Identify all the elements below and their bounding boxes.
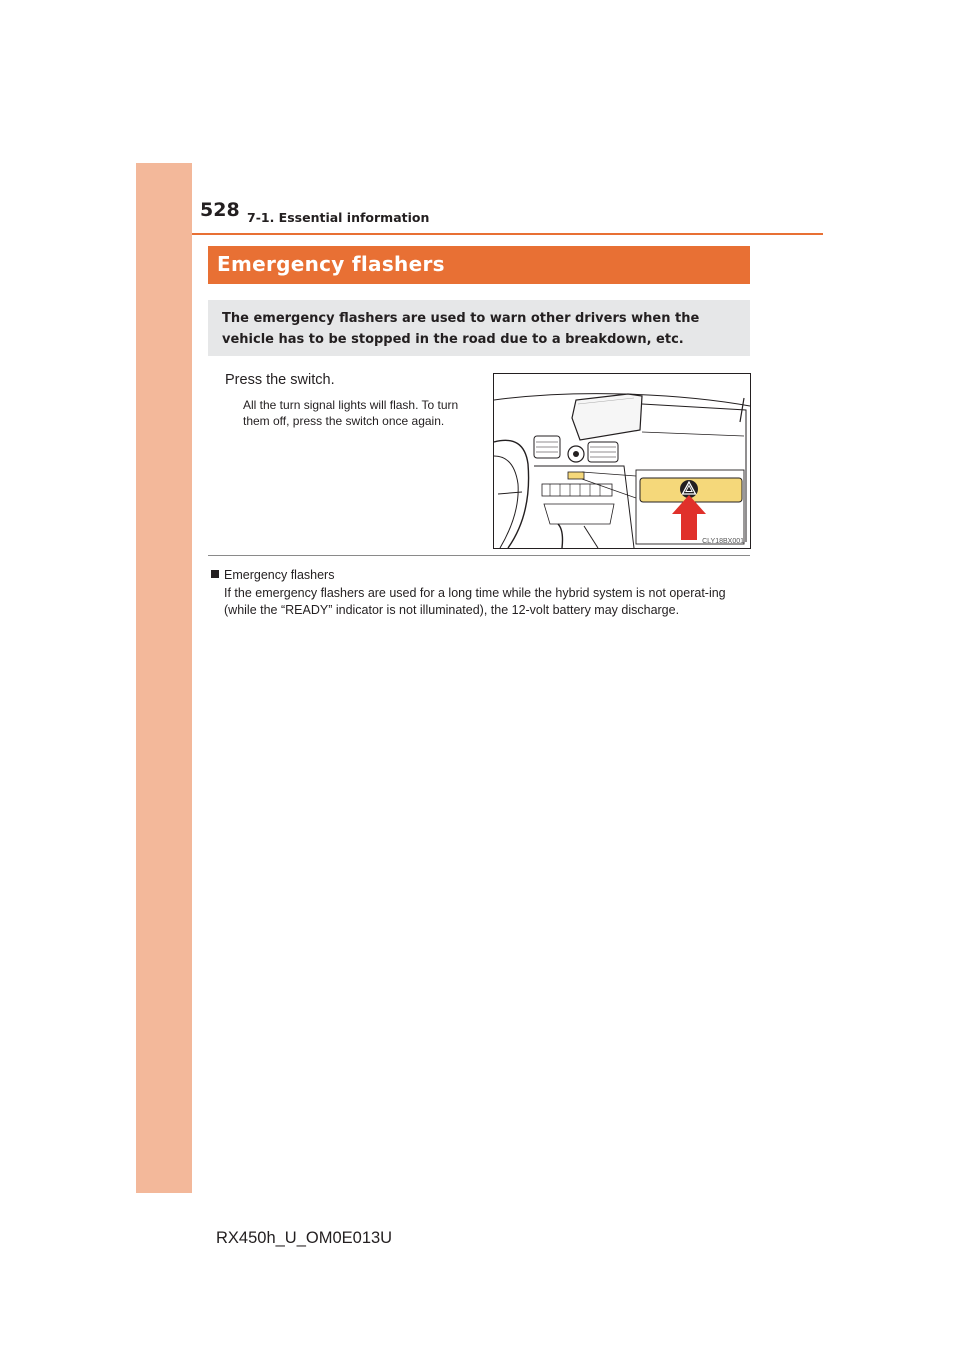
intro-box: [208, 300, 750, 356]
square-bullet-icon: [211, 570, 219, 578]
page-title: Emergency flashers: [217, 252, 445, 276]
dashboard-figure: [493, 373, 751, 549]
note-heading: [211, 568, 334, 582]
section-divider: [208, 555, 750, 556]
header-rule: [192, 233, 823, 235]
dashboard-illustration: [494, 374, 750, 548]
title-bar: [208, 246, 750, 284]
side-tab-band: [136, 163, 192, 1193]
document-code: RX450h_U_OM0E013U: [216, 1229, 393, 1247]
note-body: If the emergency flashers are used for a long time while the hybrid system is not operat-ing (while the “READY” indicator is not illuminated), the 12-volt battery may discharge.: [224, 586, 726, 617]
step-instruction: Press the switch.: [225, 372, 335, 388]
section-title: 7-1. Essential information: [247, 210, 430, 225]
note-heading-text: Emergency flashers: [224, 568, 335, 582]
page-number: 528: [200, 199, 240, 221]
step-note: All the turn signal lights will flash. To turn them off, press the switch once again.: [243, 398, 459, 428]
intro-text: The emergency flashers are used to warn other drivers when the vehicle has to be stopped in the road due to a breakdown, etc.: [222, 311, 700, 347]
figure-code: CLY18BX001: [702, 538, 744, 545]
